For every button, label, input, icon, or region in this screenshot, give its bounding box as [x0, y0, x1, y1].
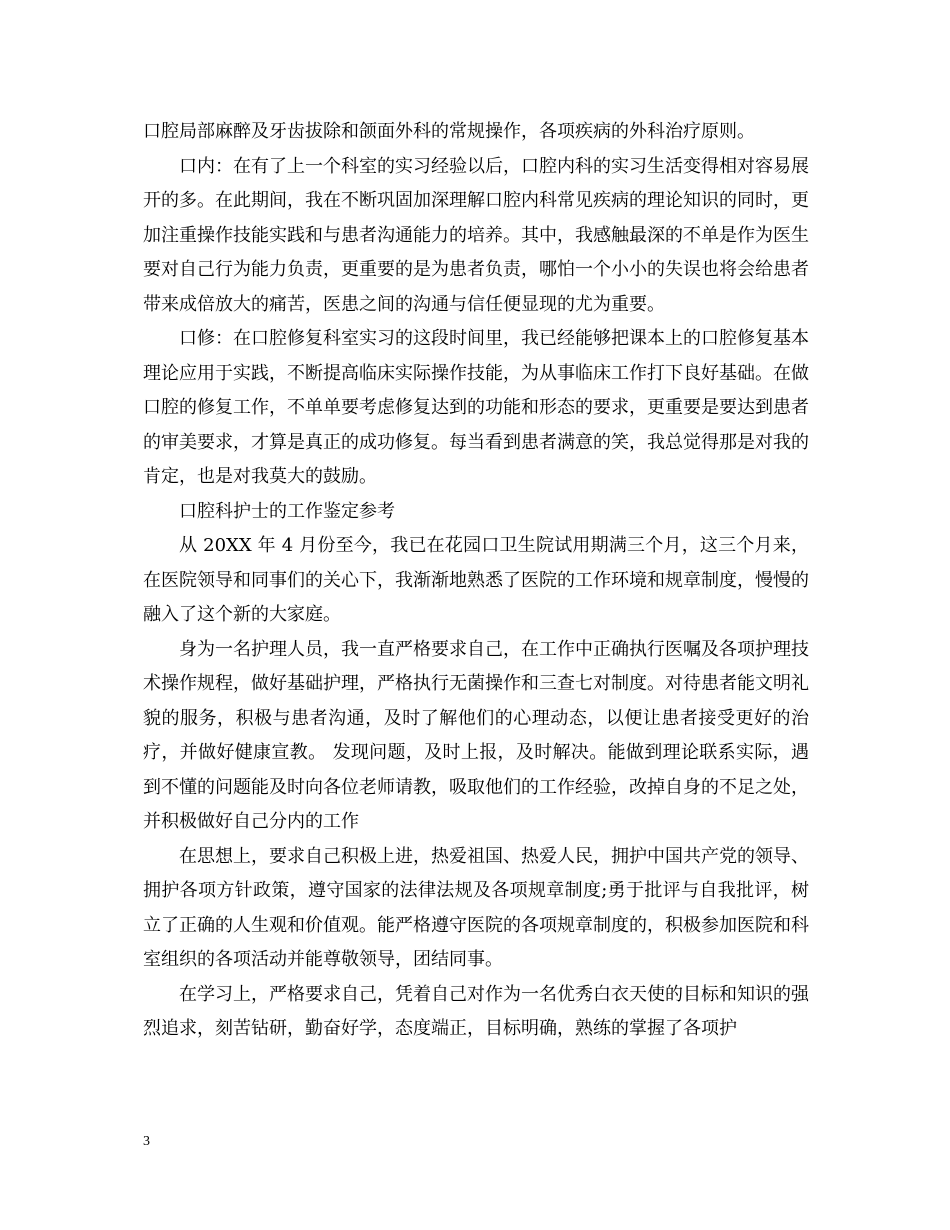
paragraph-ideology: 在思想上，要求自己积极上进，热爱祖国、热爱人民，拥护中国共产党的领导、拥护各项方针政策，遵守国家的法律法规及各项规章制度;勇于批评与自我批评，树立了正确的人生观和价值观。能严格遵守医院的各项规章制度的，积极参加医院和科室组织的各项活动并能尊敬领导，团结同事。 — [143, 845, 809, 970]
paragraph-oral-medicine: 口内：在有了上一个科室的实习经验以后，口腔内科的实习生活变得相对容易展开的多。在此期间，我在不断巩固加深理解口腔内科常见疾病的理论知识的同时，更加注重操作技能实践和与患者沟通能力的培养。其中，我感触最深的不单是作为医生要对自己行为能力负责，更重要的是为患者负责，哪怕一个小小的失误也将会给患者带来成倍放大的痛苦，医患之间的沟通与信任便显现的尤为重要。 — [143, 155, 809, 315]
paragraph-nursing-work: 身为一名护理人员，我一直严格要求自己，在工作中正确执行医嘱及各项护理技术操作规程，做好基础护理，严格执行无菌操作和三查七对制度。对待患者能文明礼貌的服务，积极与患者沟通，及时了解他们的心理动态，以便让患者接受更好的治疗，并做好健康宣教。 发现问题，及时上报，及时解决。能做到理论联系实际，遇到不懂的问题能及时向各位老师请教，吸取他们的工作经验，改掉自身的不足之处，并积极做好自己分内的工作 — [143, 638, 809, 832]
document-body — [143, 115, 809, 1047]
section-heading: 口腔科护士的工作鉴定参考 — [179, 500, 395, 522]
paragraph-continuation: 口腔局部麻醉及牙齿拔除和颌面外科的常规操作，各项疾病的外科治疗原则。 — [143, 121, 755, 142]
paragraph-probation: 从 20XX 年 4 月份至今，我已在花园口卫生院试用期满三个月，这三个月来，在医院领导和同事们的关心下，我渐渐地熟悉了医院的工作环境和规章制度，慢慢的融入了这个新的大家庭。 — [143, 535, 809, 625]
page-number: 3 — [143, 1134, 150, 1149]
paragraph-prosthodontics: 口修：在口腔修复科室实习的这段时间里，我已经能够把课本上的口腔修复基本理论应用于实践，不断提高临床实际操作技能，为从事临床工作打下良好基础。在做口腔的修复工作，不单单要考虑修复达到的功能和形态的要求，更重要是要达到患者的审美要求，才算是真正的成功修复。每当看到患者满意的笑，我总觉得那是对我的肯定，也是对我莫大的鼓励。 — [143, 328, 809, 487]
paragraph-study: 在学习上，严格要求自己，凭着自己对作为一名优秀白衣天使的目标和知识的强烈追求，刻苦钻研，勤奋好学，态度端正，目标明确，熟练的掌握了各项护 — [143, 983, 809, 1039]
